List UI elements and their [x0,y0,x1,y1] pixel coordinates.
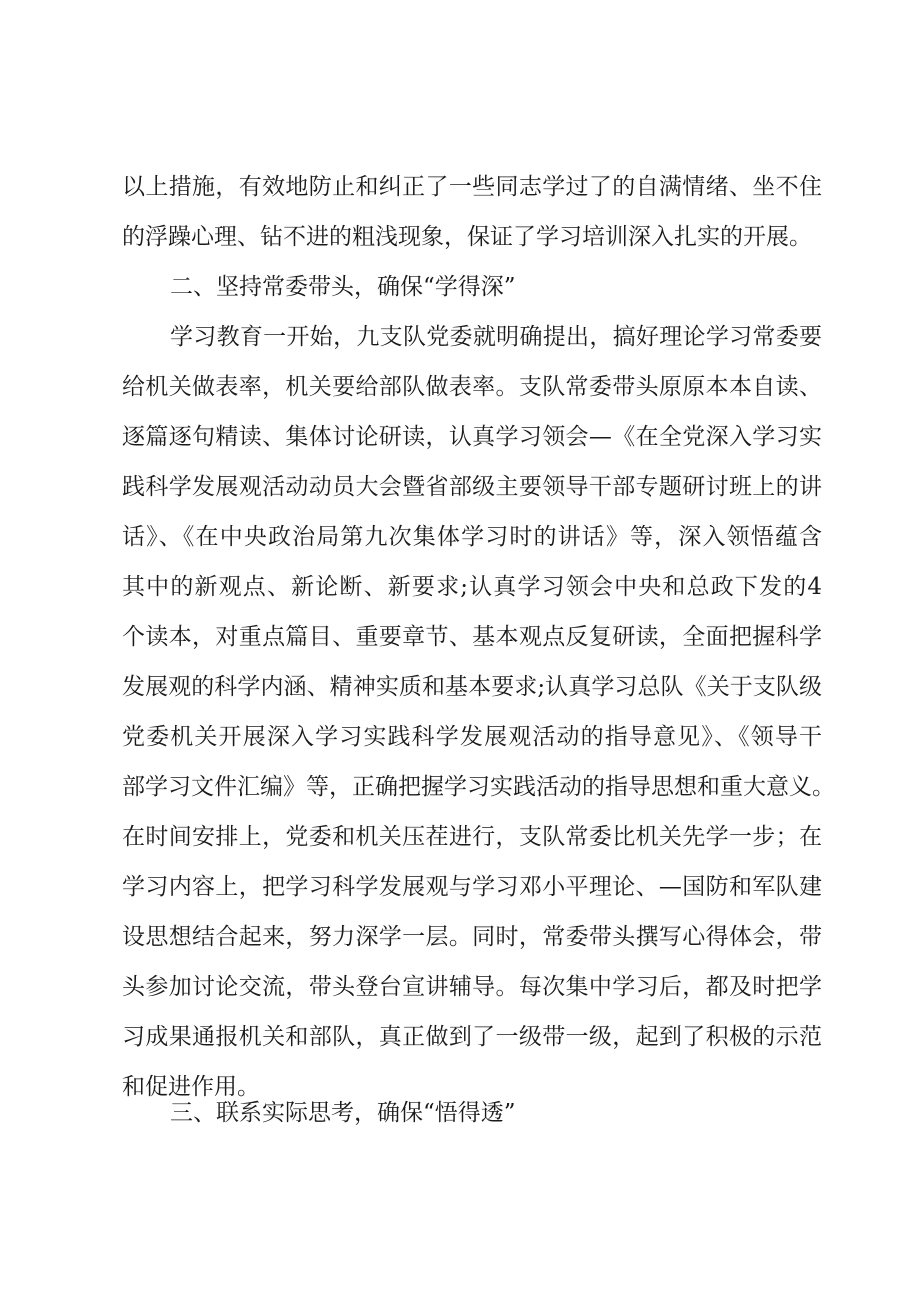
paragraph-line: 在时间安排上，党委和机关压茬进行，支队常委比机关先学一步；在 [122,824,822,850]
paragraph-line: 党委机关开展深入学习实践科学发展观活动的指导意见》、《领导干 [122,724,822,750]
paragraph-line: 发展观的科学内涵、精神实质和基本要求;认真学习总队《关于支队级 [122,674,822,700]
paragraph-line: 其中的新观点、新论断、新要求;认真学习领会中央和总政下发的4 [122,574,822,600]
section-heading-2: 二、坚持常委带头，确保“学得深” [170,274,516,300]
paragraph-line: 设思想结合起来，努力深学一层。同时，常委带头撰写心得体会，带 [122,924,822,950]
paragraph-line: 逐篇逐句精读、集体讨论研读，认真学习领会—《在全党深入学习实 [122,424,822,450]
paragraph-line: 话》、《在中央政治局第九次集体学习时的讲话》等，深入领悟蕴含 [122,524,822,550]
paragraph-line: 个读本，对重点篇目、重要章节、基本观点反复研读，全面把握科学 [122,624,822,650]
paragraph-2 [122,312,835,1112]
paragraph-1 [122,162,822,262]
paragraph-line: 习成果通报机关和部队，真正做到了一级带一级，起到了积极的示范 [122,1024,822,1050]
paragraph-line: 学习内容上，把学习科学发展观与学习邓小平理论、—国防和军队建 [122,874,822,900]
paragraph-line: 践科学发展观活动动员大会暨省部级主要领导干部专题研讨班上的讲 [122,474,822,500]
section-heading-3: 三、联系实际思考，确保“悟得透” [170,1100,516,1126]
paragraph-line: 给机关做表率，机关要给部队做表率。支队常委带头原原本本自读、 [122,374,822,400]
paragraph-line: 部学习文件汇编》等，正确把握学习实践活动的指导思想和重大意义。 [122,774,835,800]
paragraph-line: 头参加讨论交流，带头登台宣讲辅导。每次集中学习后，都及时把学 [122,974,822,1000]
paragraph-line: 的浮躁心理、钻不进的粗浅现象，保证了学习培训深入扎实的开展。 [122,224,812,250]
paragraph-line: 学习教育一开始，九支队党委就明确提出，搞好理论学习常委要 [170,324,822,350]
paragraph-line: 和促进作用。 [122,1074,260,1100]
paragraph-line: 以上措施，有效地防止和纠正了一些同志学过了的自满情绪、坐不住 [122,174,822,200]
